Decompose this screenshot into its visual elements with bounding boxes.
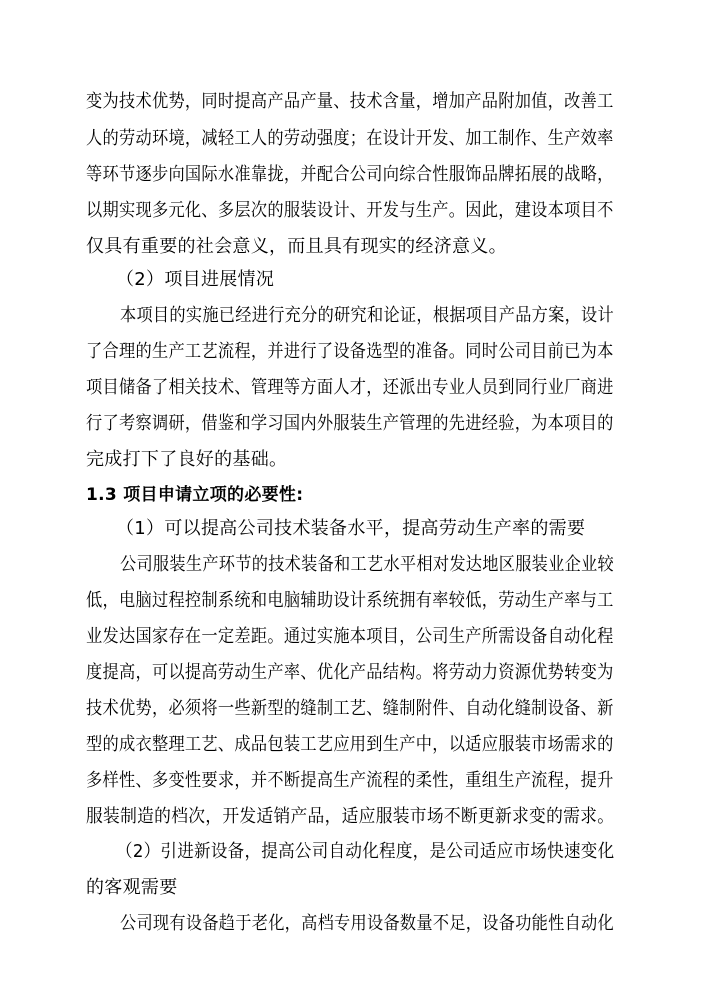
section-heading: 1.3 项目申请立项的必要性: bbox=[86, 485, 304, 505]
paragraph-line: 项目储备了相关技术、管理等方面人才，还派出专业人员到同行业厂商进 bbox=[86, 377, 614, 398]
paragraph-line: 变为技术优势，同时提高产品产量、技术含量，增加产品附加值，改善工 bbox=[86, 91, 614, 112]
paragraph-line: 完成打下了良好的基础。 bbox=[86, 449, 288, 470]
paragraph-line: 业发达国家存在一定差距。通过实施本项目，公司生产所需设备自动化程 bbox=[86, 626, 614, 647]
paragraph-line: 公司服装生产环节的技术装备和工艺水平相对发达地区服装业企业较 bbox=[120, 554, 614, 575]
paragraph-line: 多样性、多变性要求，并不断提高生产流程的柔性，重组生产流程，提升 bbox=[86, 770, 614, 791]
subsection-heading: （2）项目进展情况 bbox=[116, 269, 275, 290]
paragraph-line: 人的劳动环境，减轻工人的劳动强度；在设计开发、加工制作、生产效率 bbox=[86, 128, 614, 149]
paragraph-line: 公司现有设备趋于老化，高档专用设备数量不足，设备功能性自动化 bbox=[120, 913, 614, 934]
paragraph-line: 了合理的生产工艺流程，并进行了设备选型的准备。同时公司目前已为本 bbox=[86, 341, 614, 362]
subsection-heading-continued: 的客观需要 bbox=[86, 877, 178, 898]
paragraph-line: 行了考察调研，借鉴和学习国内外服装生产管理的先进经验，为本项目的 bbox=[86, 413, 614, 434]
paragraph-line: 仅具有重要的社会意义，而且具有现实的经济意义。 bbox=[86, 236, 507, 257]
paragraph-line: 等环节逐步向国际水准靠拢，并配合公司向综合性服饰品牌拓展的战略， bbox=[86, 164, 614, 185]
paragraph-line: 服装制造的档次，开发适销产品，适应服装市场不断更新求变的需求。 bbox=[86, 806, 615, 827]
paragraph-line: 以期实现多元化、多层次的服装设计、开发与生产。因此，建设本项目不 bbox=[86, 200, 614, 221]
paragraph-line: 型的成衣整理工艺、成品包装工艺应用到生产中，以适应服装市场需求的 bbox=[86, 734, 614, 755]
subsection-heading: （2）引进新设备，提高公司自动化程度，是公司适应市场快速变化 bbox=[116, 841, 615, 862]
paragraph-line: 度提高，可以提高劳动生产率、优化产品结构。将劳动力资源优势转变为 bbox=[86, 662, 614, 683]
paragraph-line: 低，电脑过程控制系统和电脑辅助设计系统拥有率较低，劳动生产率与工 bbox=[86, 590, 614, 611]
paragraph-line: 本项目的实施已经进行充分的研究和论证，根据项目产品方案，设计 bbox=[120, 305, 614, 326]
paragraph-line: 技术优势，必须将一些新型的缝制工艺、缝制附件、自动化缝制设备、新 bbox=[86, 698, 614, 719]
subsection-heading: （1）可以提高公司技术装备水平，提高劳动生产率的需要 bbox=[116, 518, 586, 539]
